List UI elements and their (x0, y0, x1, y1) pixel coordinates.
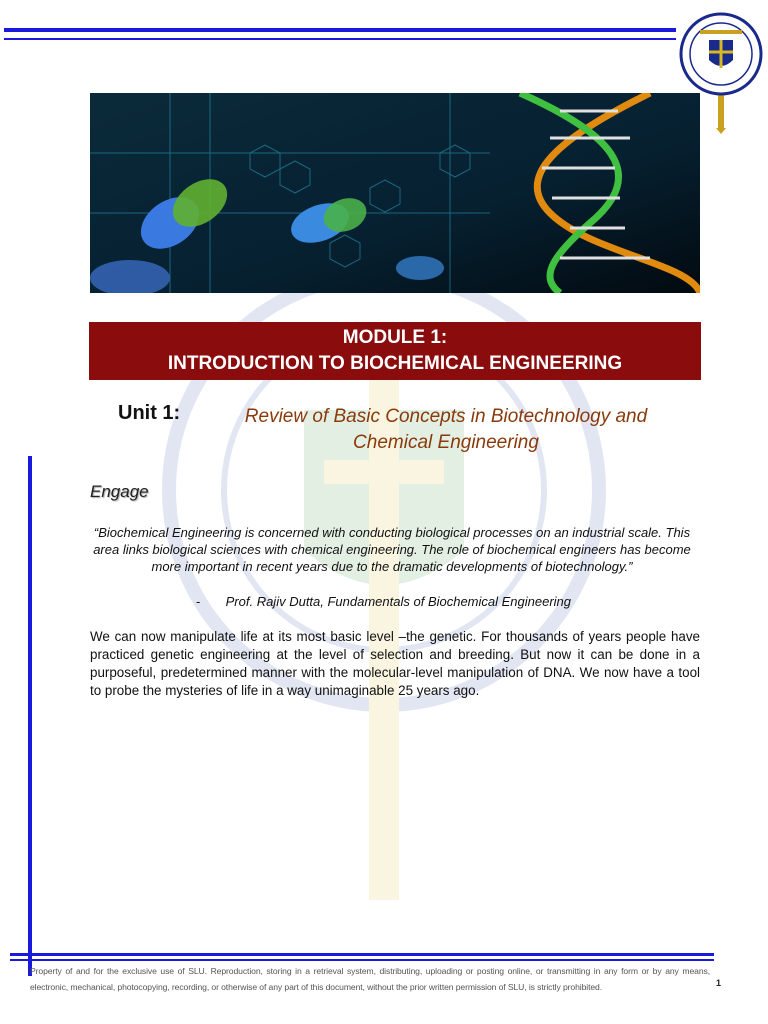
engage-heading: Engage (90, 482, 149, 501)
unit-title: Review of Basic Concepts in Biotechnology and Chemical Engineering (244, 406, 648, 453)
body-paragraph: We can now manipulate life at its most basic level –the genetic. For thousands of years people have practiced genetic engineering at the level of selection and breeding. But now it can be done in a purposeful, predetermined manner with the molecular-level manipulation of DNA. We now have a tool to probe the mysteries of life in a way unimaginable 25 years ago. (90, 629, 700, 698)
engage-quote: “Biochemical Engineering is concerned with conducting biological processes on an industrial scale. This area links biological sciences with chemical engineering. The role of biochemical engineers has become more important in recent years due to the dramatic developments of biotechnology.” (93, 525, 691, 574)
module-title: INTRODUCTION TO BIOCHEMICAL ENGINEERING (167, 353, 623, 374)
citation-text: Prof. Rajiv Dutta, Fundamentals of Biochemical Engineering (225, 594, 572, 609)
module-number: MODULE 1: (342, 327, 448, 348)
left-margin-rule (28, 456, 32, 976)
header-rule-thick (4, 28, 676, 32)
page-number: 1 (716, 978, 722, 988)
unit-label: Unit 1: (118, 402, 181, 424)
citation-dash: - (196, 594, 201, 609)
dna-banner-image (90, 93, 700, 293)
unit-heading (118, 402, 718, 462)
header-rule-thin (4, 38, 676, 40)
quote-citation (196, 594, 571, 609)
footer-rule-thick (10, 953, 714, 956)
module-title-bar (89, 322, 701, 380)
footer-rule-thin (10, 959, 714, 961)
copyright-notice: Property of and for the exclusive use of SLU. Reproduction, storing in a retrieval system, distributing, uploading or posting online, or transmitting in any form or by any means, electronic, mechanical, photocopying, recording, or otherwise of any part of this document, without the prior written permission of SLU, is strictly prohibited. (30, 966, 710, 992)
